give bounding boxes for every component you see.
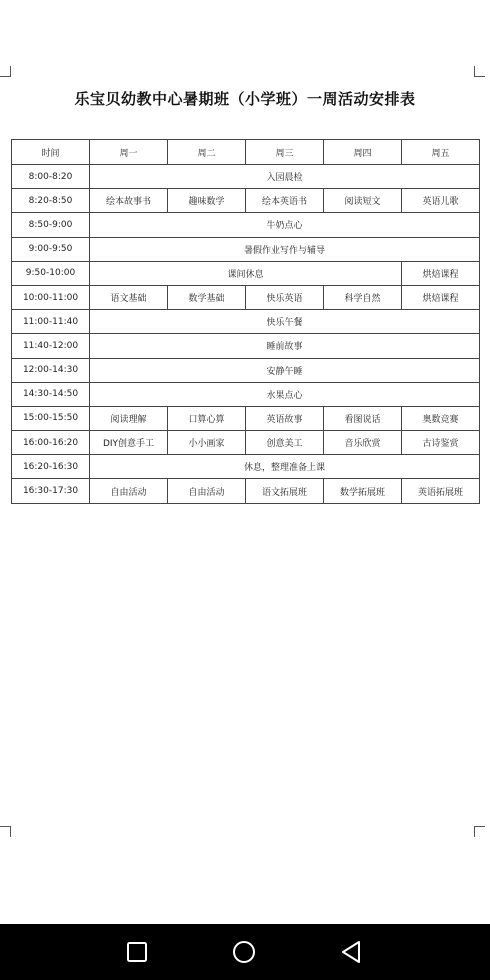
system-navigation-bar bbox=[0, 924, 490, 980]
activity-cell: 阅读短文 bbox=[324, 189, 402, 213]
activity-cell: 英语拓展班 bbox=[402, 479, 480, 503]
time-cell: 16:00-16:20 bbox=[12, 431, 90, 455]
time-cell: 10:00-11:00 bbox=[12, 285, 90, 309]
time-cell: 11:00-11:40 bbox=[12, 310, 90, 334]
activity-cell: 烘焙课程 bbox=[402, 261, 480, 285]
activity-cell-merged: 课间休息 bbox=[90, 261, 402, 285]
table-row bbox=[12, 479, 480, 503]
table-row bbox=[12, 358, 480, 382]
home-button[interactable] bbox=[228, 936, 260, 968]
activity-cell: 趣味数学 bbox=[168, 189, 246, 213]
activity-cell: 烘焙课程 bbox=[402, 285, 480, 309]
schedule-body bbox=[12, 165, 480, 504]
activity-cell: 自由活动 bbox=[90, 479, 168, 503]
table-row bbox=[12, 285, 480, 309]
activity-cell: 语文基础 bbox=[90, 285, 168, 309]
activity-cell: 音乐欣赏 bbox=[324, 431, 402, 455]
activity-cell: 快乐英语 bbox=[246, 285, 324, 309]
activity-cell: 自由活动 bbox=[168, 479, 246, 503]
activity-cell-merged: 入园晨检 bbox=[90, 165, 480, 189]
time-cell: 16:20-16:30 bbox=[12, 455, 90, 479]
activity-cell: 创意美工 bbox=[246, 431, 324, 455]
table-row bbox=[12, 165, 480, 189]
table-row bbox=[12, 237, 480, 261]
activity-cell: 数学基础 bbox=[168, 285, 246, 309]
activity-cell: 绘本故事书 bbox=[90, 189, 168, 213]
time-cell: 8:50-9:00 bbox=[12, 213, 90, 237]
activity-cell: 奥数竞赛 bbox=[402, 406, 480, 430]
time-cell: 16:30-17:30 bbox=[12, 479, 90, 503]
crop-mark-bottom-left bbox=[0, 826, 11, 837]
circle-icon bbox=[228, 936, 260, 968]
header-tuesday: 周二 bbox=[168, 140, 246, 165]
activity-cell: 小小画家 bbox=[168, 431, 246, 455]
table-row bbox=[12, 382, 480, 406]
activity-cell: 数学拓展班 bbox=[324, 479, 402, 503]
header-time: 时间 bbox=[12, 140, 90, 165]
table-row bbox=[12, 310, 480, 334]
activity-cell: 看图说话 bbox=[324, 406, 402, 430]
crop-mark-top-right bbox=[474, 66, 485, 77]
back-triangle-icon bbox=[335, 936, 367, 968]
activity-cell: 绘本英语书 bbox=[246, 189, 324, 213]
activity-cell-merged: 睡前故事 bbox=[90, 334, 480, 358]
time-cell: 11:40-12:00 bbox=[12, 334, 90, 358]
activity-cell-merged: 休息，整理准备上课 bbox=[90, 455, 480, 479]
recents-button[interactable] bbox=[121, 936, 153, 968]
schedule-table bbox=[11, 139, 480, 504]
table-row bbox=[12, 189, 480, 213]
table-row bbox=[12, 213, 480, 237]
document-title: 乐宝贝幼教中心暑期班（小学班）一周活动安排表 bbox=[74, 90, 416, 108]
back-button[interactable] bbox=[335, 936, 367, 968]
crop-mark-bottom-right bbox=[474, 826, 485, 837]
header-monday: 周一 bbox=[90, 140, 168, 165]
square-icon bbox=[121, 936, 153, 968]
activity-cell: DIY创意手工 bbox=[90, 431, 168, 455]
activity-cell: 英语儿歌 bbox=[402, 189, 480, 213]
activity-cell: 语文拓展班 bbox=[246, 479, 324, 503]
time-cell: 9:50-10:00 bbox=[12, 261, 90, 285]
time-cell: 12:00-14:30 bbox=[12, 358, 90, 382]
activity-cell: 科学自然 bbox=[324, 285, 402, 309]
activity-cell-merged: 暑假作业写作与辅导 bbox=[90, 237, 480, 261]
activity-cell-merged: 安静午睡 bbox=[90, 358, 480, 382]
activity-cell: 口算心算 bbox=[168, 406, 246, 430]
activity-cell-merged: 快乐午餐 bbox=[90, 310, 480, 334]
activity-cell: 古诗鉴赏 bbox=[402, 431, 480, 455]
time-cell: 15:00-15:50 bbox=[12, 406, 90, 430]
time-cell: 8:20-8:50 bbox=[12, 189, 90, 213]
activity-cell: 英语故事 bbox=[246, 406, 324, 430]
header-friday: 周五 bbox=[402, 140, 480, 165]
table-row bbox=[12, 261, 480, 285]
time-cell: 8:00-8:20 bbox=[12, 165, 90, 189]
activity-cell-merged: 牛奶点心 bbox=[90, 213, 480, 237]
header-wednesday: 周三 bbox=[246, 140, 324, 165]
table-row bbox=[12, 431, 480, 455]
table-header-row bbox=[12, 140, 480, 165]
time-cell: 14:30-14:50 bbox=[12, 382, 90, 406]
header-thursday: 周四 bbox=[324, 140, 402, 165]
time-cell: 9:00-9:50 bbox=[12, 237, 90, 261]
table-row bbox=[12, 334, 480, 358]
table-row bbox=[12, 455, 480, 479]
table-row bbox=[12, 406, 480, 430]
activity-cell: 阅读理解 bbox=[90, 406, 168, 430]
crop-mark-top-left bbox=[0, 66, 11, 77]
activity-cell-merged: 水果点心 bbox=[90, 382, 480, 406]
